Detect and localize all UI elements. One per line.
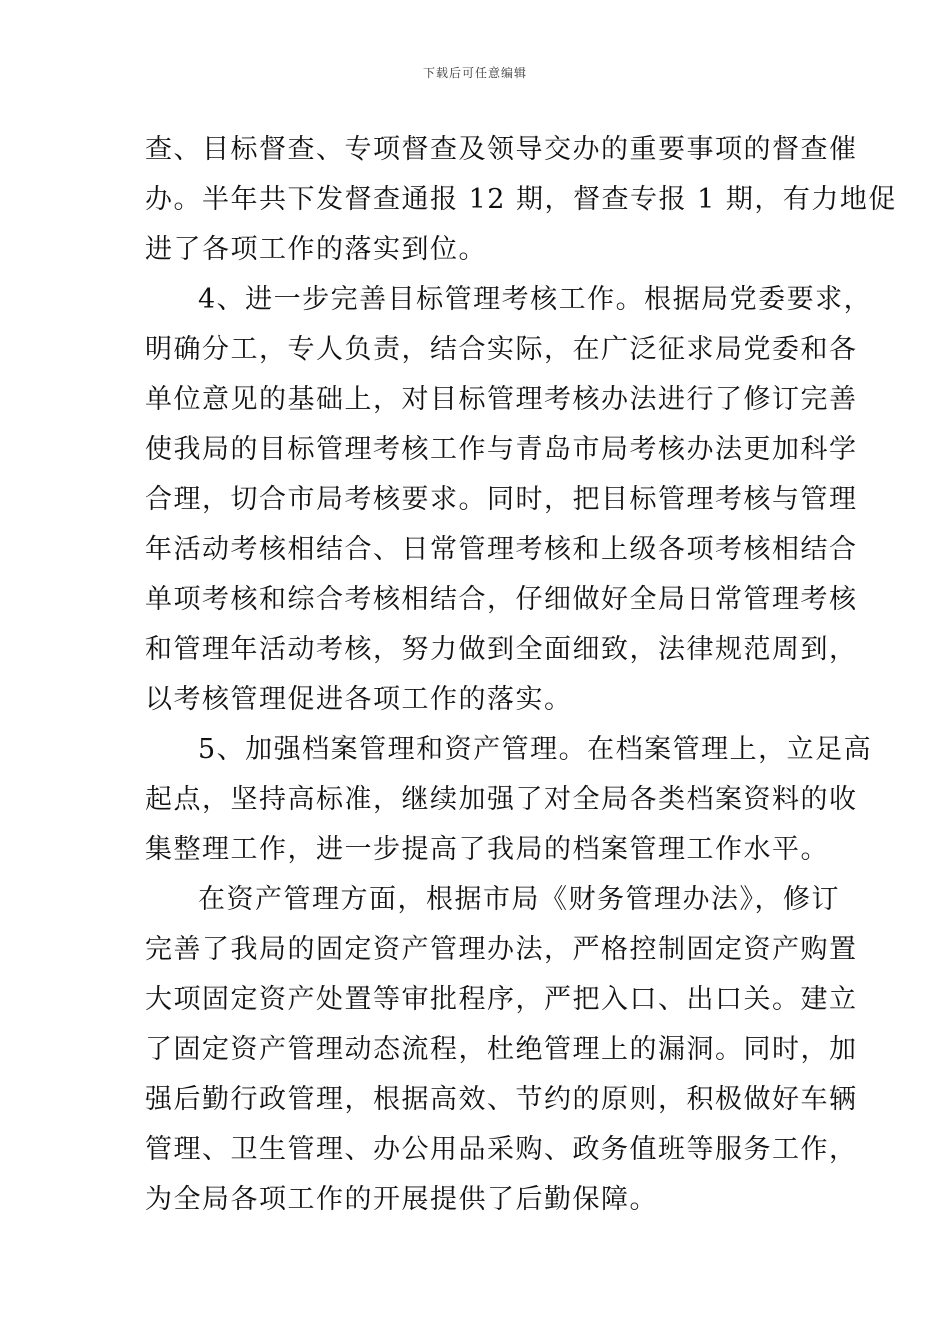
text-line: 年活动考核相结合、日常管理考核和上级各项考核相结合	[145, 534, 858, 565]
paragraph-start-line: 在资产管理方面，根据市局《财务管理办法》，修订	[198, 884, 840, 915]
text-line: 以考核管理促进各项工作的落实。	[145, 684, 573, 715]
text-line: 了固定资产管理动态流程，杜绝管理上的漏洞。同时，加	[145, 1034, 858, 1065]
text-line: 合理，切合市局考核要求。同时，把目标管理考核与管理	[145, 484, 858, 515]
paragraph-start-line: 5、加强档案管理和资产管理。在档案管理上，立足高	[198, 734, 873, 765]
text-line: 明确分工，专人负责，结合实际，在广泛征求局党委和各	[145, 334, 858, 365]
text-line: 和管理年活动考核，努力做到全面细致，法律规范周到，	[145, 634, 858, 665]
text-line: 起点，坚持高标准，继续加强了对全局各类档案资料的收	[145, 784, 858, 815]
text-line: 管理、卫生管理、办公用品采购、政务值班等服务工作，	[145, 1134, 858, 1165]
text-line: 单项考核和综合考核相结合，仔细做好全局日常管理考核	[145, 584, 858, 615]
text-line: 完善了我局的固定资产管理办法，严格控制固定资产购置	[145, 934, 858, 965]
text-line: 进了各项工作的落实到位。	[145, 234, 487, 265]
text-line: 为全局各项工作的开展提供了后勤保障。	[145, 1184, 658, 1215]
text-line: 集整理工作，进一步提高了我局的档案管理工作水平。	[145, 834, 829, 865]
text-line: 大项固定资产处置等审批程序，严把入口、出口关。建立	[145, 984, 858, 1015]
paragraph-start-line: 4、进一步完善目标管理考核工作。根据局党委要求，	[198, 284, 873, 315]
page-header: 下载后可任意编辑	[422, 66, 527, 80]
text-line: 查、目标督查、专项督查及领导交办的重要事项的督查催	[145, 134, 858, 165]
text-line: 单位意见的基础上，对目标管理考核办法进行了修订完善	[145, 384, 858, 415]
text-line: 强后勤行政管理，根据高效、节约的原则，积极做好车辆	[145, 1084, 858, 1115]
text-line: 办。半年共下发督查通报 12 期，督查专报 1 期，有力地促	[145, 184, 897, 215]
text-line: 使我局的目标管理考核工作与青岛市局考核办法更加科学	[145, 434, 858, 465]
